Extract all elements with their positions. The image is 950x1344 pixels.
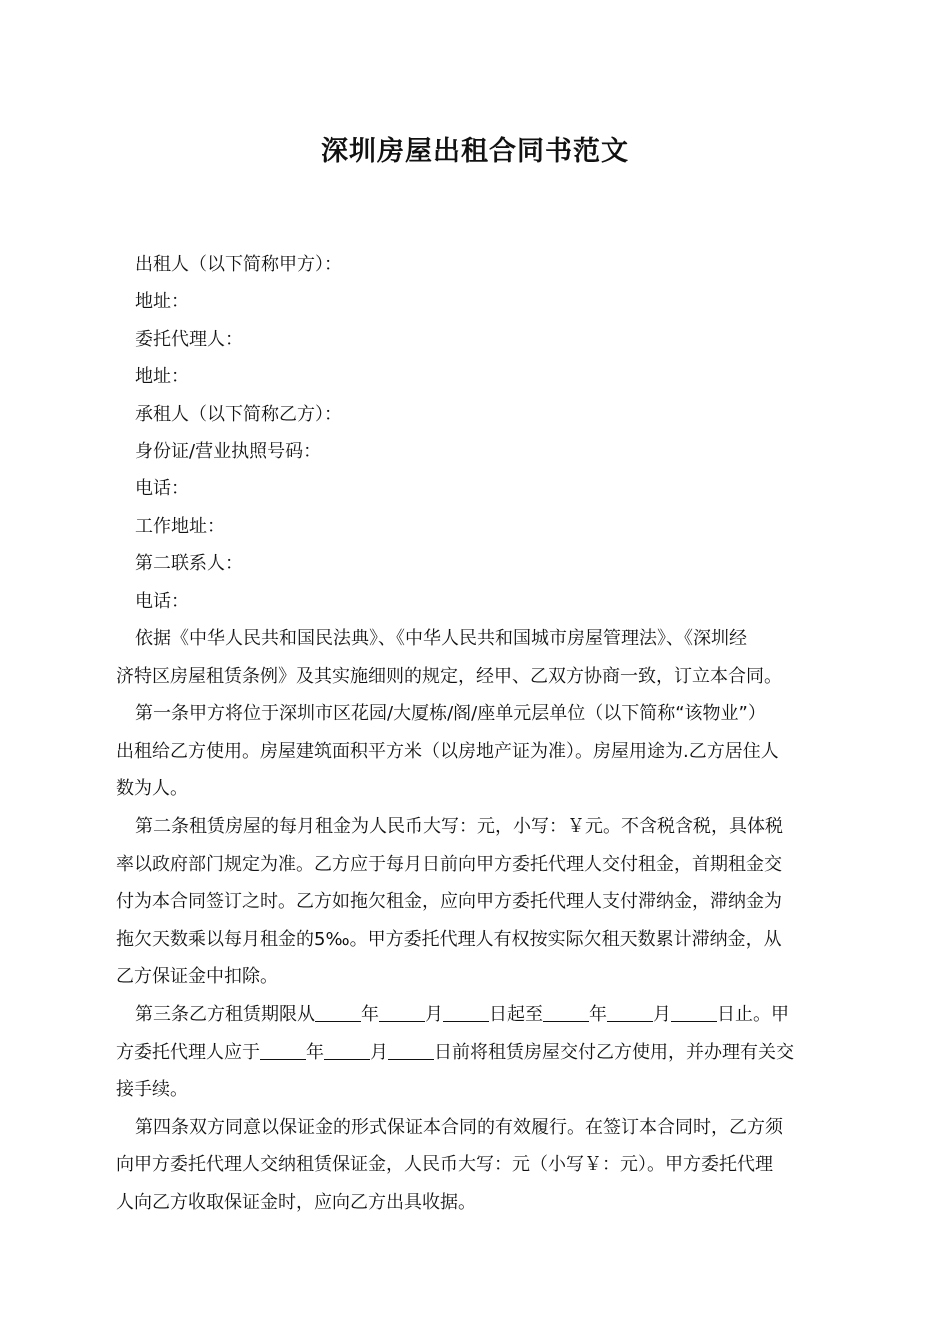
text-line: 第四条双方同意以保证金的形式保证本合同的有效履行。在签订本合同时，乙方须 [135,1116,783,1138]
text-line: 数为人。 [116,778,188,800]
text-line [116,996,838,1034]
text-segment: 年 [306,1041,324,1063]
text-line: 人向乙方收取保证金时，应向乙方出具收据。 [116,1191,476,1213]
text-segment: 日前将租赁房屋交付乙方使用，并办理有关交 [434,1041,794,1063]
text-segment: 方委托代理人应于 [116,1041,260,1063]
text-line: 付为本合同签订之时。乙方如拖欠租金，应向甲方委托代理人支付滞纳金，滞纳金为 [116,891,782,913]
field-work-address: 工作地址： [135,515,225,537]
document-title: 深圳房屋出租合同书范文 [321,136,629,167]
text-line [116,1034,838,1072]
text-segment: 日止。甲 [717,1003,789,1025]
text-line: 率以政府部门规定为准。乙方应于每月日前向甲方委托代理人交付租金，首期租金交 [116,853,782,875]
text-segment: 第三条乙方租赁期限从 [135,1003,315,1025]
field-second-phone: 电话： [135,590,189,612]
blank-underline [260,1041,306,1060]
paragraph-article-4 [116,1109,838,1222]
blank-underline [543,1003,589,1022]
blank-underline [388,1041,434,1060]
text-line: 依据《中华人民共和国民法典》、《中华人民共和国城市房屋管理法》、《深圳经 [135,628,747,649]
party-info-fields [135,246,835,620]
field-id-number: 身份证/营业执照号码： [135,440,322,462]
blank-underline [315,1003,361,1022]
text-segment: 月 [653,1003,671,1025]
field-lessor-address: 地址： [135,291,189,313]
text-line: 接手续。 [116,1079,188,1101]
text-segment: 月 [370,1041,388,1063]
blank-underline [671,1003,717,1022]
text-segment: 月 [425,1003,443,1025]
text-line: 第一条甲方将位于深圳市区花园/大厦栋/阁/座单元层单位（以下简称“该物业”） [135,703,766,725]
text-line: 乙方保证金中扣除。 [116,966,278,988]
paragraph-basis [116,620,838,695]
field-lessee: 承租人（以下简称乙方）： [135,403,342,425]
text-segment: 年 [361,1003,379,1025]
blank-underline [379,1003,425,1022]
text-line: 向甲方委托代理人交纳租赁保证金，人民币大写：元（小写￥：元）。甲方委托代理 [116,1154,773,1176]
text-line: 第二条租赁房屋的每月租金为人民币大写：元，小写：￥元。不含税含税，具体税 [135,815,783,837]
paragraph-article-2 [116,808,838,996]
text-line: 济特区房屋租赁条例》及其实施细则的规定，经甲、乙双方协商一致，订立本合同。 [116,665,782,687]
blank-underline [443,1003,489,1022]
field-phone: 电话： [135,478,189,500]
field-agent: 委托代理人： [135,328,243,350]
blank-underline [324,1041,370,1060]
paragraph-article-3 [116,996,838,1109]
blank-underline [607,1003,653,1022]
field-lessor: 出租人（以下简称甲方）： [135,254,342,275]
text-segment: 年 [589,1003,607,1025]
contract-body [116,620,838,1222]
field-second-contact: 第二联系人： [135,553,243,575]
field-agent-address: 地址： [135,366,189,388]
text-segment: 日起至 [489,1003,543,1025]
text-line: 出租给乙方使用。房屋建筑面积平方米（以房地产证为准）。房屋用途为.乙方居住人 [116,740,779,762]
paragraph-article-1 [116,695,838,808]
text-line: 拖欠天数乘以每月租金的5‰。甲方委托代理人有权按实际欠租天数累计滞纳金，从 [116,928,782,950]
